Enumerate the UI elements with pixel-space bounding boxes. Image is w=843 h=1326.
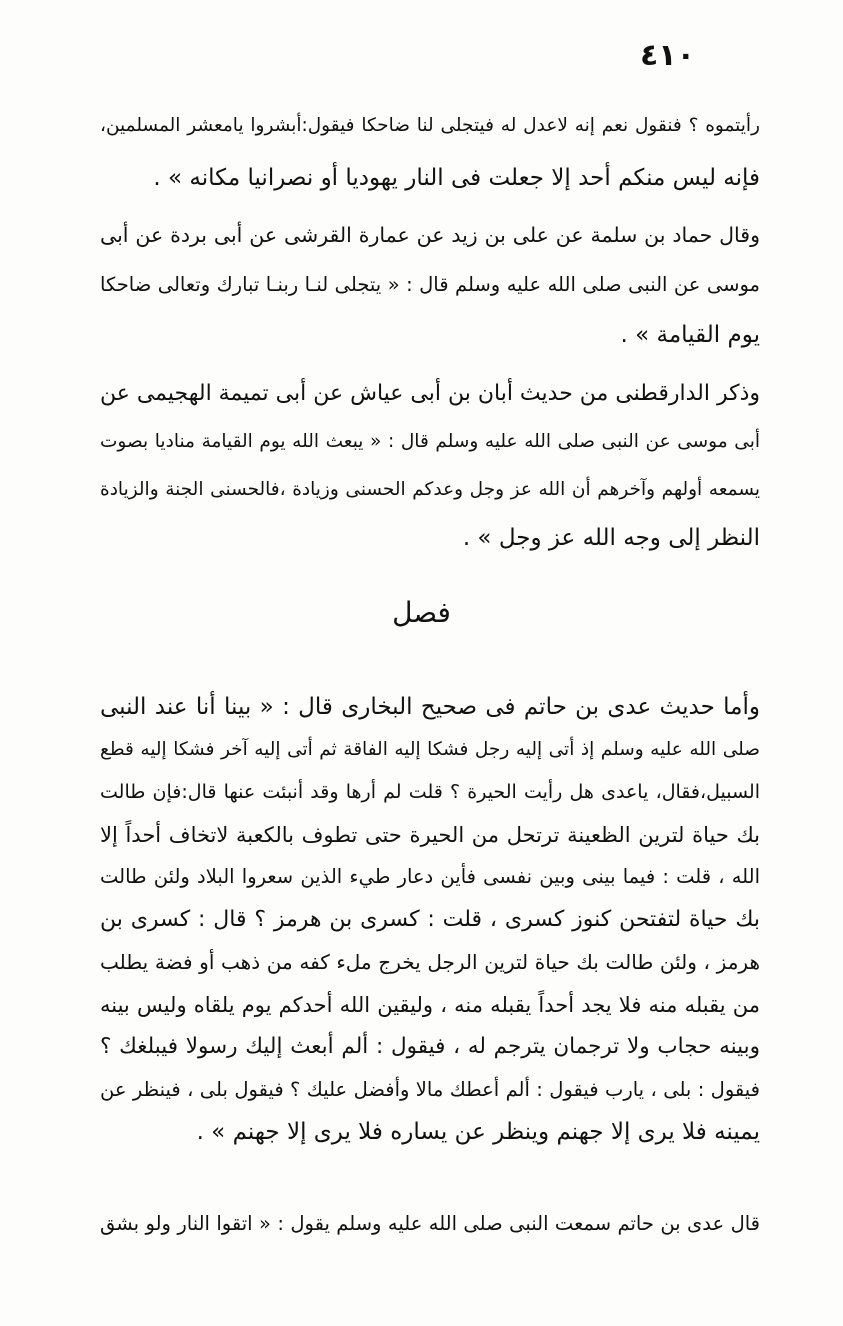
text-line: النظر إلى وجه الله عز وجل » . <box>462 525 760 551</box>
text-line: يسمعه أولهم وآخرهم أن الله عز وجل وعدكم الحسنى وزيادة ،فالحسنى الجنة والزيادة <box>100 479 760 500</box>
text-line: هرمز ، ولئن طالت بك حياة لترين الرجل يخرج ملء كفه من ذهب أو فضة يطلب <box>100 950 760 974</box>
text-line: وذكر الدارقطنى من حديث أبان بن أبى عياش عن أبى تميمة الهجيمى عن <box>99 381 760 406</box>
section-heading: فصل <box>392 596 451 629</box>
page-number: ٤١٠ <box>640 38 695 73</box>
paragraph-5 <box>100 1198 760 1250</box>
text-line: صلى الله عليه وسلم إذ أتى إليه رجل فشكا إليه الفاقة ثم أتى إليه آخر فشكا إليه قطع <box>100 738 760 760</box>
text-line: بك حياة لتفتحن كنوز كسرى ، قلت : كسرى بن هرمز ؟ قال : كسرى بن <box>100 906 760 932</box>
text-line: وأما حديث عدى بن حاتم فى صحيح البخارى قال : « بينا أنا عند النبى <box>100 694 760 720</box>
text-line: فيقول : بلى ، يارب فيقول : ألم أعطك مالا وأفضل عليك ؟ فيقول بلى ، فينظر عن <box>100 1077 760 1101</box>
text-line: بك حياة لترين الظعينة ترتحل من الحيرة حتى تطوف بالكعبة لاتخاف أحداً إلا <box>100 822 760 847</box>
paragraph-4 <box>100 686 760 1154</box>
text-line: فإنه ليس منكم أحد إلا جعلت فى النار يهوديا أو نصرانيا مكانه » . <box>153 165 760 191</box>
paragraph-3 <box>100 370 760 562</box>
text-line: أبى موسى عن النبى صلى الله عليه وسلم قال : « يبعث الله يوم القيامة مناديا بصوت <box>100 431 760 452</box>
text-line: وبينه حجاب ولا ترجمان يترجم له ، فيقول : ألم أبعث إليك رسولا فيبلغك ؟ <box>100 1034 760 1059</box>
text-line: قال عدى بن حاتم سمعت النبى صلى الله عليه وسلم يقول : « اتقوا النار ولو بشق <box>100 1212 760 1235</box>
text-line: وقال حماد بن سلمة عن على بن زيد عن عمارة القرشى عن أبى بردة عن أبى <box>100 223 760 247</box>
text-line: يوم القيامة » . <box>620 322 760 348</box>
paragraph-2 <box>100 210 760 360</box>
text-line: الله ، قلت : فيما بينى وبين نفسى فأين دعار طيء الذين سعروا البلاد ولئن طالت <box>100 865 760 888</box>
text-line: موسى عن النبى صلى الله عليه وسلم قال : « يتجلى لنـا ربنـا تبارك وتعالى ضاحكا <box>100 273 760 296</box>
text-line: رأيتموه ؟ فنقول نعم إنه لاعدل له فيتجلى لنا ضاحكا فيقول:أبشروا يامعشر المسلمين، <box>100 115 760 136</box>
text-line: من يقبله منه فلا يجد أحداً يقبله منه ، وليقين الله أحدكم يوم يلقاه وليس بينه <box>100 992 760 1017</box>
text-line: يمينه فلا يرى إلا جهنم وينظر عن يساره فلا يرى إلا جهنم » . <box>196 1119 760 1145</box>
text-line: السبيل،فقال، ياعدى هل رأيت الحيرة ؟ قلت لم أرها وقد أنبئت عنها قال:فإن طالت <box>100 781 760 803</box>
paragraph-1 <box>100 100 760 204</box>
